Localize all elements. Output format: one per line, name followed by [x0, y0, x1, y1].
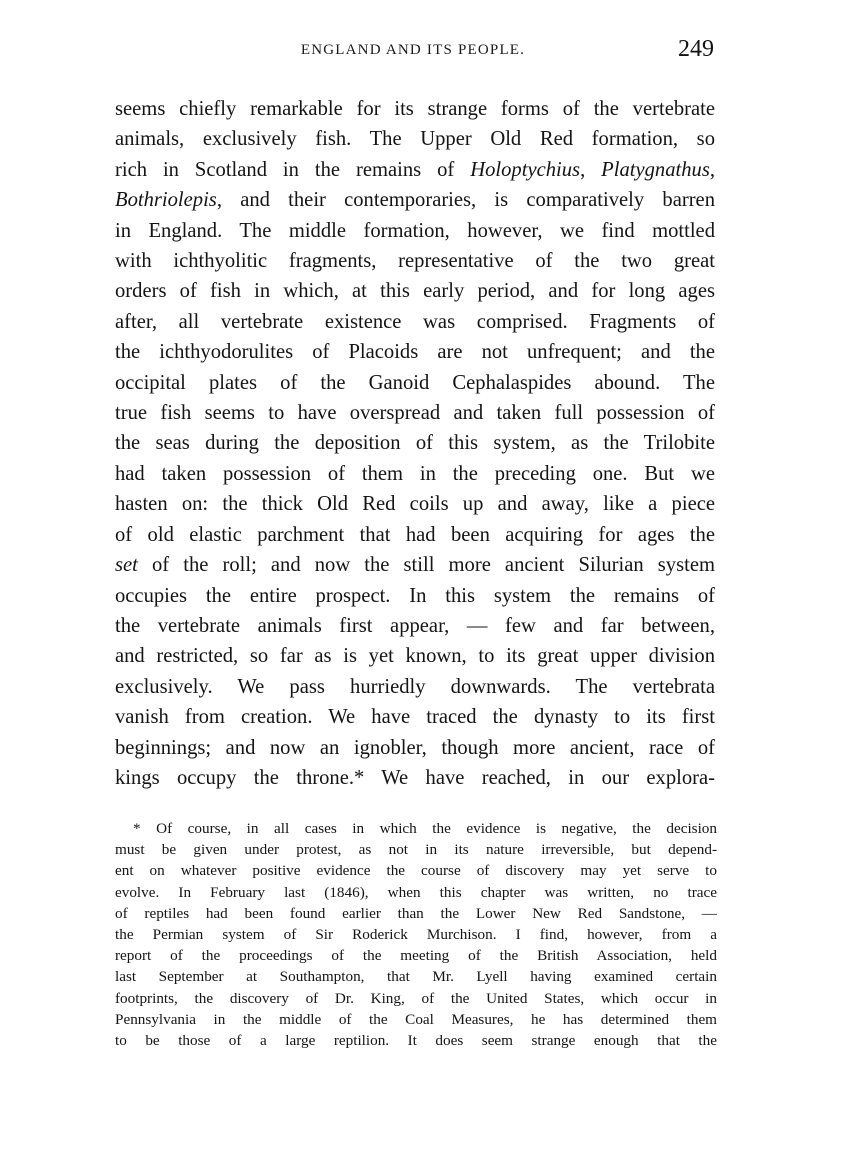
- text-line: hasten on: the thick Old Red coils up and away, like a piece: [115, 493, 715, 516]
- footnote-line: of reptiles had been found earlier than the Lower New Red Sandstone, —: [115, 904, 717, 922]
- running-head: [112, 36, 714, 68]
- main-text: [115, 94, 715, 793]
- text-line: of old elastic parchment that had been acquiring for ages the: [115, 523, 715, 546]
- text-line: the seas during the deposition of this system, as the Trilobite: [115, 432, 715, 455]
- text-line: set of the roll; and now the still more ancient Silurian system: [115, 554, 715, 577]
- footnote: [115, 818, 717, 1051]
- footnote-line: the Permian system of Sir Roderick Murchison. I find, however, from a: [115, 926, 717, 944]
- footnote-line: report of the proceedings of the meeting of the British Association, held: [115, 947, 717, 965]
- text-line: seems chiefly remarkable for its strange forms of the vertebrate: [115, 98, 715, 120]
- text-line: the vertebrate animals first appear, — few and far between,: [115, 614, 715, 637]
- text-line: in England. The middle formation, however, we find mottled: [115, 219, 715, 242]
- text-line: and restricted, so far as is yet known, to its great upper division: [115, 645, 715, 668]
- text-line: true fish seems to have overspread and taken full possession of: [115, 402, 715, 425]
- text-line: animals, exclusively fish. The Upper Old Red formation, so: [115, 128, 715, 151]
- running-title: ENGLAND AND ITS PEOPLE.: [300, 42, 526, 58]
- text-line: with ichthyolitic fragments, representative of the two great: [115, 250, 715, 273]
- text-line: after, all vertebrate existence was comprised. Fragments of: [115, 310, 715, 333]
- text-line: exclusively. We pass hurriedly downwards. The vertebrata: [115, 675, 715, 698]
- text-line: kings occupy the throne.* We have reached, in our explora-: [115, 766, 715, 789]
- footnote-line: footprints, the discovery of Dr. King, of the United States, which occur in: [115, 989, 717, 1007]
- footnote-line: ent on whatever positive evidence the course of discovery may yet serve to: [115, 862, 717, 880]
- text-line: had taken possession of them in the preceding one. But we: [115, 462, 715, 485]
- footnote-line: evolve. In February last (1846), when this chapter was written, no trace: [115, 883, 717, 901]
- footnote-line: to be those of a large reptilion. It does seem strange enough that the: [115, 1032, 717, 1050]
- footnote-line: * Of course, in all cases in which the evidence is negative, the decision: [133, 820, 717, 837]
- text-line: orders of fish in which, at this early period, and for long ages: [115, 280, 715, 303]
- footnote-line: Pennsylvania in the middle of the Coal Measures, he has determined them: [115, 1010, 717, 1028]
- page-number: 249: [678, 36, 714, 62]
- footnote-line: last September at Southampton, that Mr. Lyell having examined certain: [115, 968, 717, 986]
- text-line: rich in Scotland in the remains of Holoptychius, Platygnathus,: [115, 158, 715, 181]
- text-line: beginnings; and now an ignobler, though more ancient, race of: [115, 736, 715, 759]
- text-line: occipital plates of the Ganoid Cephalaspides abound. The: [115, 371, 715, 394]
- footnote-line: must be given under protest, as not in its nature irreversible, but depend-: [115, 841, 717, 859]
- text-line: occupies the entire prospect. In this system the remains of: [115, 584, 715, 607]
- text-line: Bothriolepis, and their contemporaries, is comparatively barren: [115, 189, 715, 212]
- text-line: vanish from creation. We have traced the dynasty to its first: [115, 706, 715, 729]
- text-line: the ichthyodorulites of Placoids are not unfrequent; and the: [115, 341, 715, 364]
